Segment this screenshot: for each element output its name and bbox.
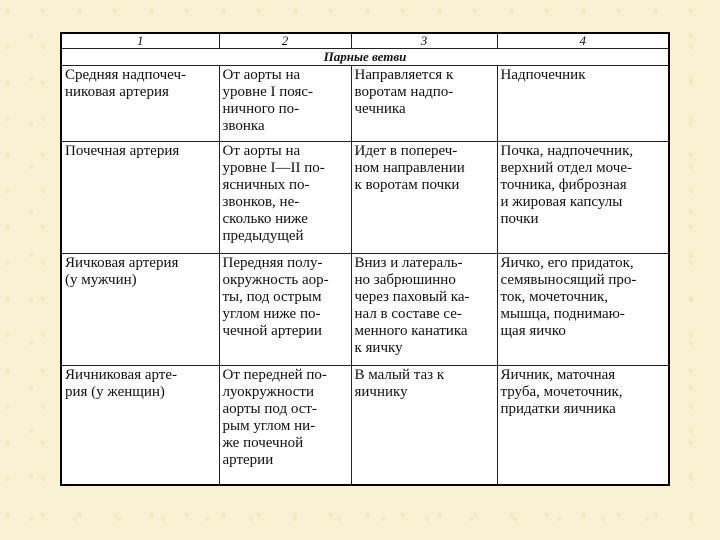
section-row [61,49,669,66]
direction-cell: В малый таз к яичнику [351,366,497,486]
column-number-1: 1 [61,33,219,49]
arteries-table [60,32,670,486]
column-number-row [61,33,669,49]
artery-name-cell: Яичниковая арте- рия (у женщин) [61,366,219,486]
origin-cell: От передней по- луокружности аорты под ост- рым углом ни- же почечной артерии [219,366,351,486]
artery-name-cell: Почечная артерия [61,142,219,254]
direction-cell: Направляется к воротам надпо- чечника [351,66,497,142]
supply-area-cell: Надпочечник [497,66,669,142]
supply-area-cell: Яичник, маточная труба, мочеточник, придатки яичника [497,366,669,486]
origin-cell: От аорты на уровне I—II по- ясничных по- звонков, не- сколько ниже предыдущей [219,142,351,254]
table-row [61,66,669,142]
section-title: Парные ветви [61,49,669,66]
supply-area-cell: Яичко, его придаток, семявыносящий про- ток, мочеточник, мышца, поднимаю- щая яичко [497,254,669,366]
column-number-4: 4 [497,33,669,49]
origin-cell: Передняя полу- окружность аор- ты, под острым углом ниже по- чечной артерии [219,254,351,366]
artery-name-cell: Средняя надпочеч- никовая артерия [61,66,219,142]
table-row [61,142,669,254]
direction-cell: Вниз и латераль- но забрюшинно через паховый ка- нал в составе се- менного канатика к яичку [351,254,497,366]
direction-cell: Идет в попереч- ном направлении к воротам почки [351,142,497,254]
supply-area-cell: Почка, надпочечник, верхний отдел моче- точника, фиброзная и жировая капсулы почки [497,142,669,254]
table-row [61,366,669,486]
column-number-3: 3 [351,33,497,49]
table-row [61,254,669,366]
origin-cell: От аорты на уровне I пояс- ничного по- звонка [219,66,351,142]
column-number-2: 2 [219,33,351,49]
artery-name-cell: Яичковая артерия (у мужчин) [61,254,219,366]
